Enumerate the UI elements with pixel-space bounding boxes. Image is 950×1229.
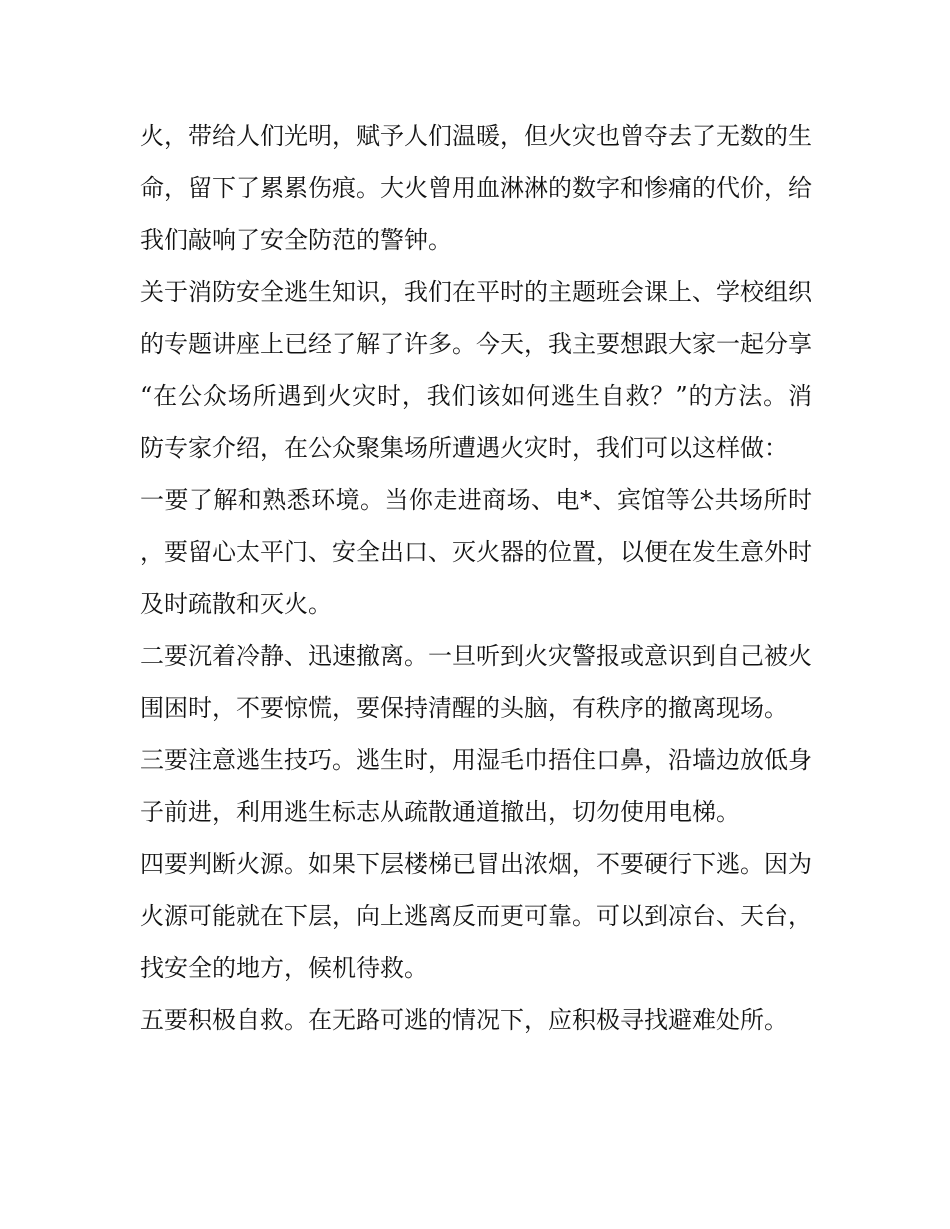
paragraph-point-three: 三要注意逃生技巧。逃生时，用湿毛巾捂住口鼻，沿墙边放低身子前进，利用逃生标志从疏散通道撤出，切勿使用电梯。 (140, 746, 812, 826)
paragraph-point-one: 一要了解和熟悉环境。当你走进商场、电*、宾馆等公共场所时，要留心太平门、安全出口、灭火器的位置，以便在发生意外时及时疏散和灭火。 (140, 486, 812, 618)
paragraph-topic: 关于消防安全逃生知识，我们在平时的主题班会课上、学校组织的专题讲座上已经了解了许多。今天，我主要想跟大家一起分享“在公众场所遇到火灾时，我们该如何逃生自救？”的方法。消防专家介绍，在公众聚集场所遭遇火灾时，我们可以这样做： (140, 278, 812, 462)
paragraph-intro: 火，带给人们光明，赋予人们温暖，但火灾也曾夺去了无数的生命，留下了累累伤痕。大火曾用血淋淋的数字和惨痛的代价，给我们敲响了安全防范的警钟。 (140, 122, 812, 254)
paragraph-point-two: 二要沉着冷静、迅速撤离。一旦听到火灾警报或意识到自己被火围困时，不要惊慌，要保持清醒的头脑，有秩序的撤离现场。 (140, 642, 812, 722)
paragraph-point-five: 五要积极自救。在无路可逃的情况下，应积极寻找避难处所。 (140, 1006, 788, 1034)
document-page (140, 110, 812, 1046)
paragraph-point-four: 四要判断火源。如果下层楼梯已冒出浓烟，不要硬行下逃。因为火源可能就在下层，向上逃离反而更可靠。可以到凉台、天台，找安全的地方，候机待救。 (140, 850, 812, 982)
